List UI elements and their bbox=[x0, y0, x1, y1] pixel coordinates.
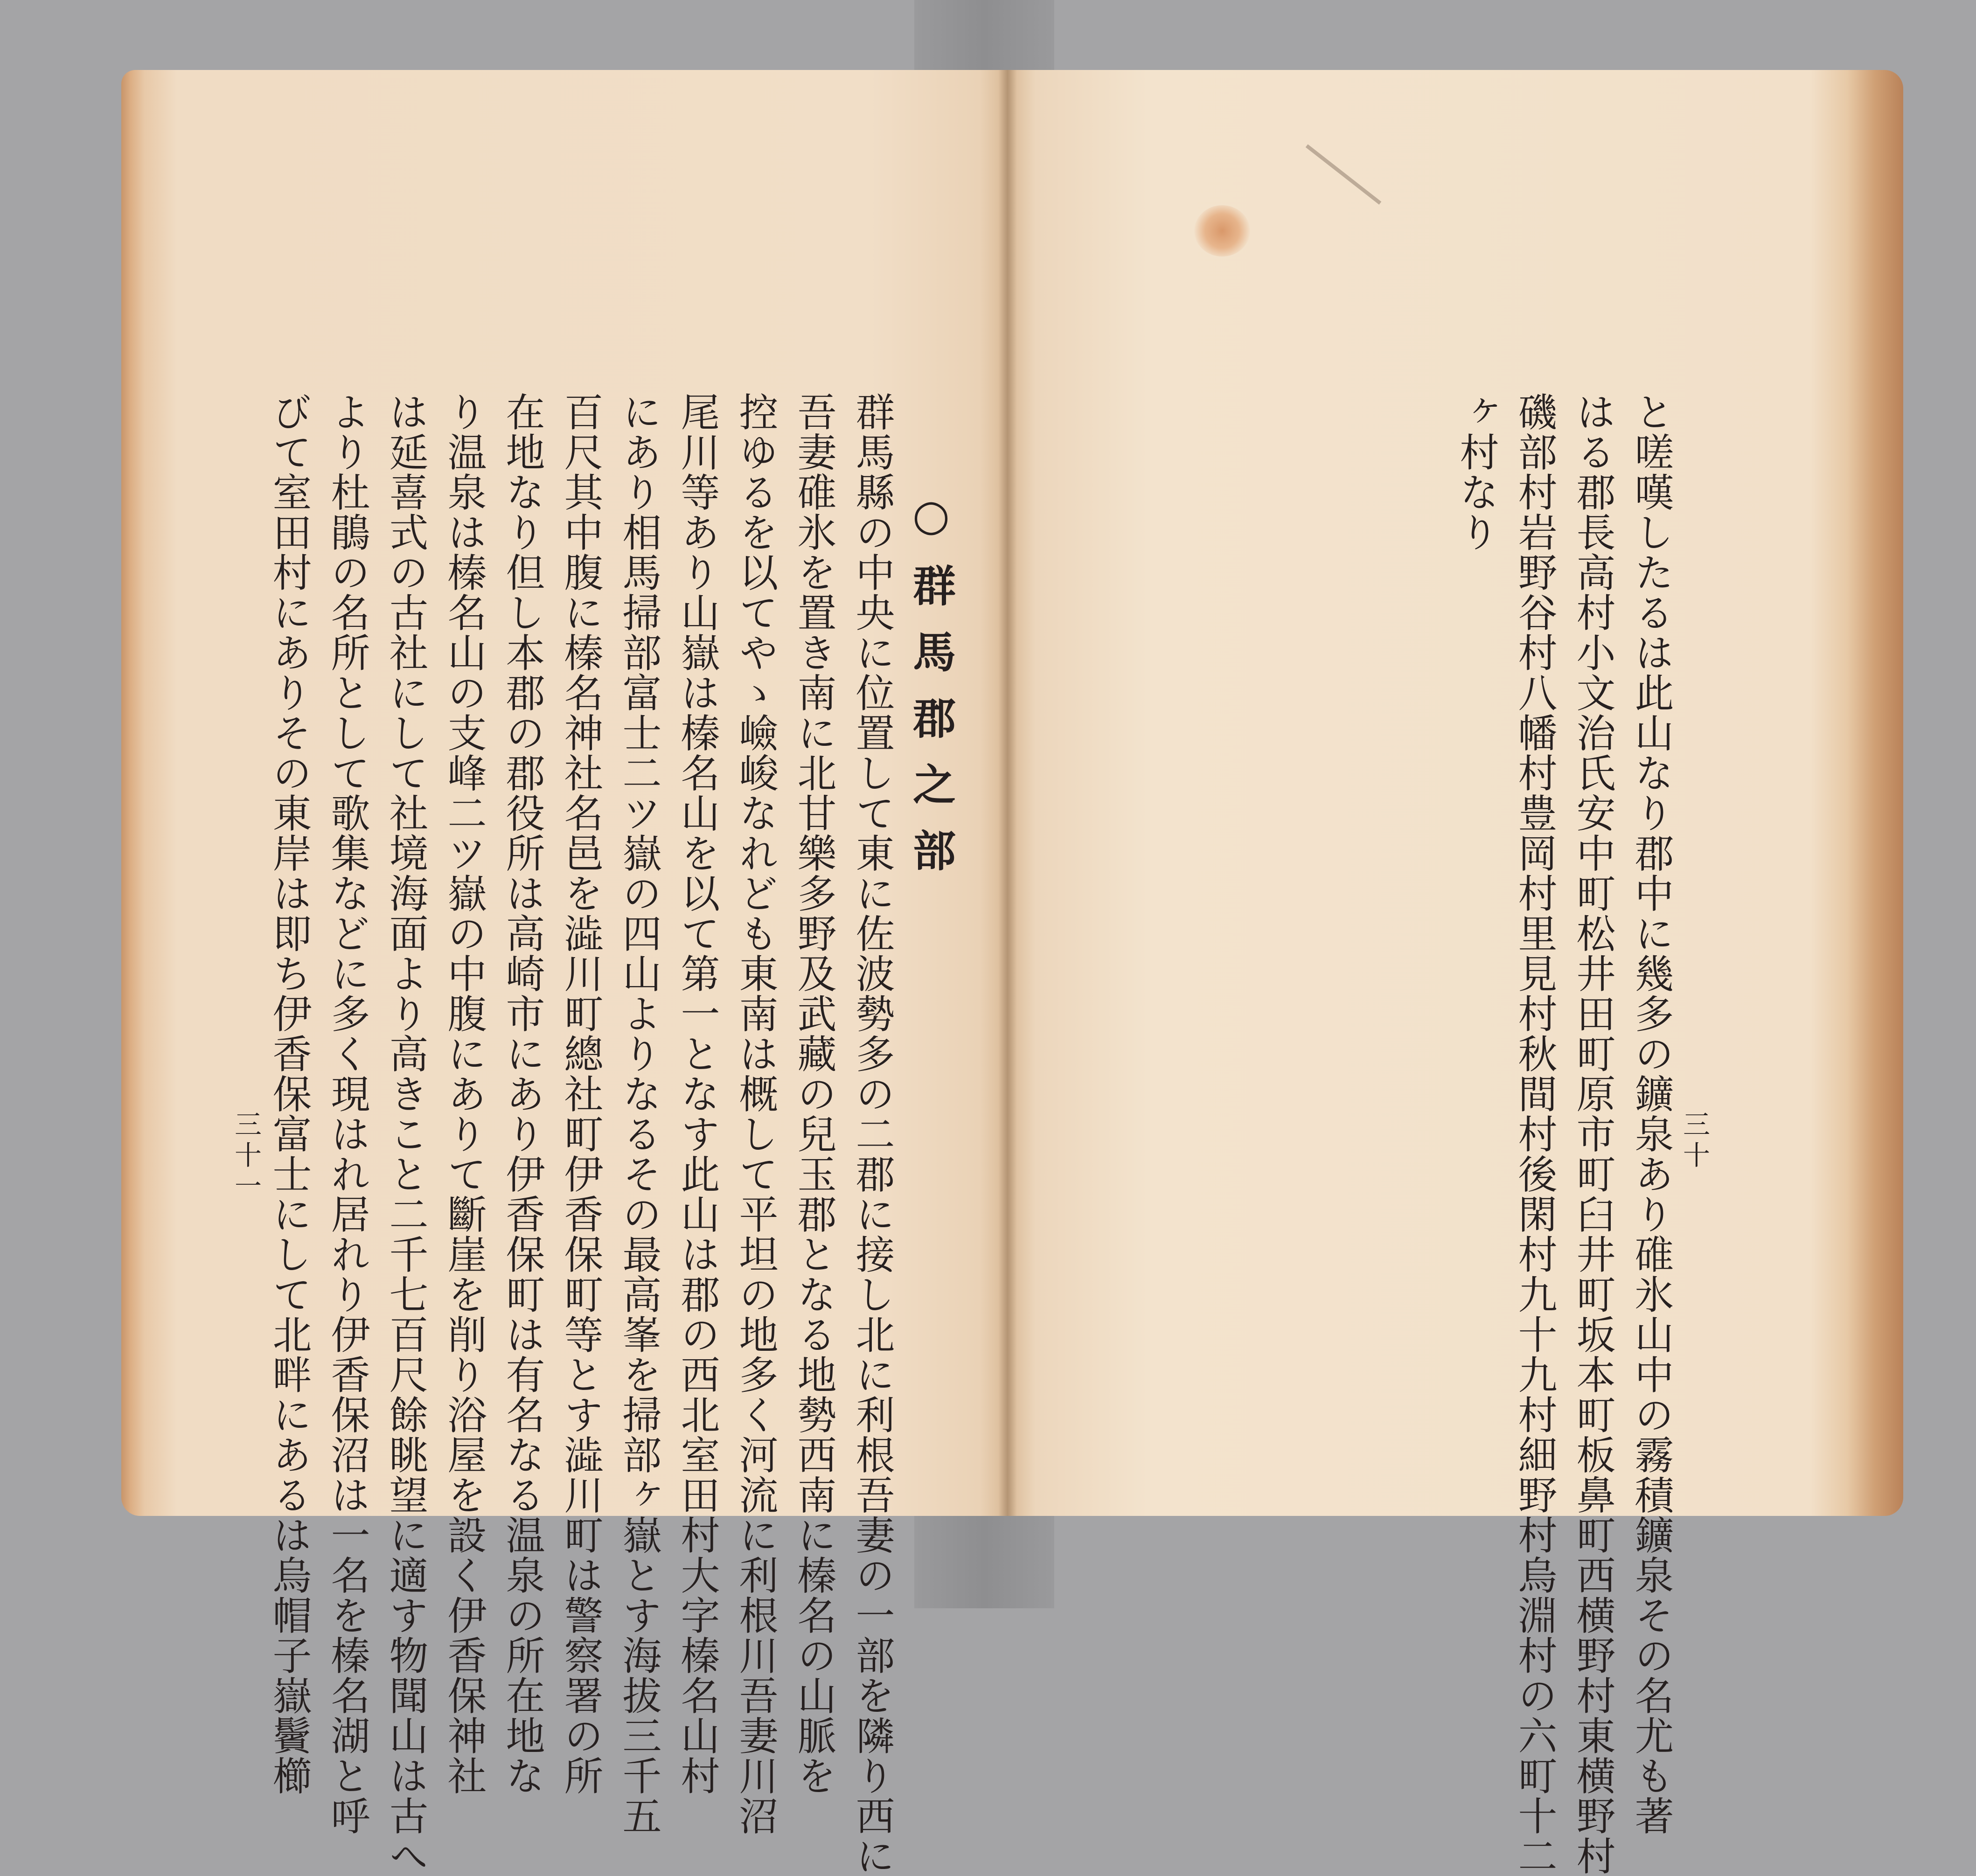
left-page-number: 三十一 bbox=[230, 1110, 262, 1202]
book-gutter bbox=[998, 70, 1017, 1516]
paper-stain bbox=[1194, 205, 1250, 257]
left-column-4: 尾川等あり山嶽は榛名山を以て第一となす此山は郡の西北室田村大字榛名山村 bbox=[675, 392, 720, 1796]
left-column-11: びて室田村にありその東岸は即ち伊香保富士にして北畔にあるは烏帽子嶽鬢櫛 bbox=[266, 392, 312, 1796]
left-column-8: り温泉は榛名山の支峰二ツ嶽の中腹にありて斷崖を削り浴屋を設く伊香保神社 bbox=[441, 392, 487, 1796]
left-column-7: 在地なり但し本郡の郡役所は高崎市にあり伊香保町は有名なる温泉の所在地な bbox=[500, 392, 545, 1796]
left-column-3: 控ゆるを以てやゝ嶮峻なれども東南は概して平坦の地多く河流に利根川吾妻川沼 bbox=[733, 392, 779, 1836]
left-column-9: は延喜式の古社にして社境海面より高きこと二千七百尺餘眺望に適す物聞山は古へ bbox=[383, 392, 429, 1876]
right-page bbox=[1008, 70, 1903, 1876]
open-book bbox=[121, 70, 1903, 1876]
right-column-1: と嗟嘆したるは此山なり郡中に幾多の鑛泉あり碓氷山中の霧積鑛泉その名尤も著 bbox=[1628, 392, 1674, 1836]
left-column-2: 吾妻碓氷を置き南に北甘樂多野及武藏の兒玉郡となる地勢西南に榛名の山脈を bbox=[791, 392, 837, 1796]
right-column-4: ヶ村なり bbox=[1454, 392, 1499, 552]
right-page-number: 三十 bbox=[1678, 1110, 1710, 1172]
left-column-5: にあり相馬掃部富士二ツ嶽の四山よりなるその最高峯を掃部ヶ嶽とす海拔三千五 bbox=[616, 392, 662, 1836]
section-heading: ○群馬郡之部 bbox=[906, 490, 956, 895]
left-page bbox=[121, 70, 1008, 1876]
left-column-6: 百尺其中腹に榛名神社名邑を澁川町總社町伊香保町等とす澁川町は警察署の所 bbox=[558, 392, 604, 1796]
right-column-3: 磯部村岩野谷村八幡村豊岡村里見村秋間村後閑村九十九村細野村烏淵村の六町十二 bbox=[1512, 392, 1558, 1876]
right-column-2: はる郡長高村小文治氏安中町松井田町原市町臼井町坂本町板鼻町西横野村東横野村 bbox=[1570, 392, 1616, 1876]
left-column-10: より杜鵑の名所として歌集などに多く現はれ居れり伊香保沼は一名を榛名湖と呼 bbox=[325, 392, 370, 1836]
left-column-1: 群馬縣の中央に位置して東に佐波勢多の二郡に接し北に利根吾妻の一部を隣り西に bbox=[849, 392, 895, 1876]
